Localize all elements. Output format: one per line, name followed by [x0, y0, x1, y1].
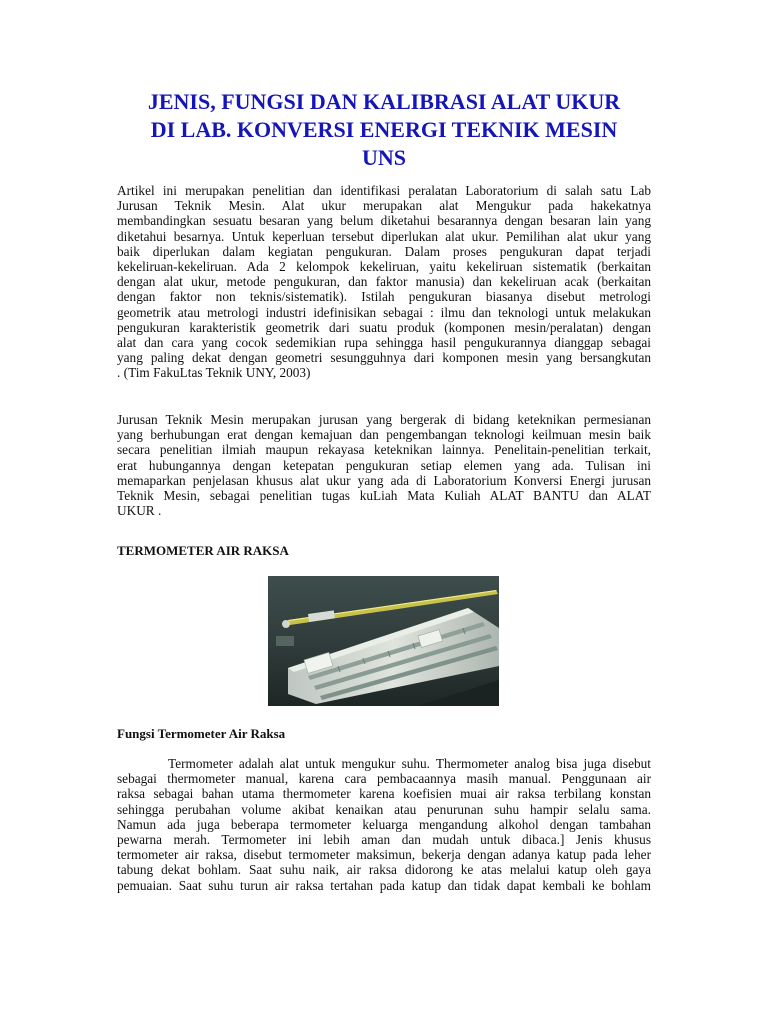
text-line: termometer air raksa, disebut termometer maksimun, bekerja dengan adanya katup pada leher [117, 847, 651, 863]
text-line: membandingkan sesuatu besaran yang belum diketahui besarannya dengan besaran lain yang [117, 213, 651, 229]
text-line: yang paling dekat dengan geometri sesungguhnya dari komponen mesin yang bersangkutan [117, 350, 651, 366]
text-line: raksa sebagai bahan utama thermometer karena koefisien muai air raksa terbilang konstan [117, 786, 651, 802]
text-line: secara penelitian ilmiah maupun rekayasa keteknikan lainnya. Penelitain-penelitian terkait, [117, 442, 651, 458]
text-line: Jurusan Teknik Mesin merupakan jurusan yang bergerak di bidang keteknikan permesianan [117, 412, 651, 427]
text-line: erat hubungannya dengan ketepatan pengukuran setiap elemen yang ada. Tulisan ini [117, 457, 651, 473]
text-line: Jurusan Teknik Mesin. Alat ukur merupakan alat Mengukur pada hakekatnya [117, 198, 651, 214]
text-line: Artikel ini merupakan penelitian dan identifikasi peralatan Laboratorium di salah satu Lab [117, 183, 651, 198]
section-heading-function: Fungsi Termometer Air Raksa [117, 726, 286, 741]
text-line: Teknik Mesin, sebagai penelitian tugas kuLiah Mata Kuliah ALAT BANTU dan ALAT [117, 488, 651, 504]
text-line: pewarna merah. Termometer ini lebih aman dan mudah untuk dibaca.] Jenis khusus [117, 832, 651, 848]
text-line: alat dan cara yang cocok sedemikian rupa sehingga hasil pengukurannya dianggap sebagai [117, 335, 651, 351]
text-line: Termometer adalah alat untuk mengukur suhu. Thermometer analog bisa juga disebut [168, 756, 651, 771]
text-line: dengan faktor non teknis/sistematik). Istilah pengukuran biasanya disebut metrologi [117, 289, 651, 305]
text-line: memaparkan penjelasan khusus alat ukur yang ada di Laboratorium Konversi Energi jurusan [117, 472, 651, 488]
text-line: pengukuran karakteristik geometrik dari suatu produk (komponen mesin/peralatan) dengan [117, 319, 651, 335]
text-line: yang berhubungan erat dengan kemajuan dan pengembangan teknologi keilmuan mesin baik [117, 427, 651, 443]
text-line: sehingga perubahan volume akibat kenaikan atau penurunan suhu hampir selalu sama. [117, 801, 651, 817]
text-line: diketahui besarnya. Untuk keperluan tersebut diperlukan alat ukur. Pemilihan alat ukur yang [117, 228, 651, 244]
intro-paragraph [117, 183, 651, 381]
text-line: UKUR . [117, 503, 162, 519]
second-paragraph [117, 412, 651, 518]
title-line: JENIS, FUNGSI DAN KALIBRASI ALAT UKUR [147, 89, 621, 114]
title-line: DI LAB. KONVERSI ENERGI TEKNIK MESIN [150, 117, 618, 142]
text-line: geometrik atau metrologi industri idefinisikan sebagai : ilmu dan teknologi untuk melakukan [117, 304, 651, 320]
text-line: baik diperlukan dalam kegiatan pengukuran. Dalam proses pengukuran dapat terjadi [117, 243, 651, 259]
function-paragraph [117, 756, 651, 893]
text-line: sebagai thermometer manual, karena cara pembacaannya masih manual. Penggunaan air [117, 771, 651, 787]
text-line: kekeliruan-kekeliruan. Ada 2 kelompok kekeliruan, yaitu kekeliruan sistematik (berkaitan [117, 259, 651, 275]
text-line: tabung dekat bohlam. Saat suhu naik, air raksa didorong ke atas melalui katup oleh gaya [117, 862, 651, 878]
section-heading-thermometer: TERMOMETER AIR RAKSA [117, 543, 289, 558]
text-line: Namun ada juga beberapa termometer keluarga mengandung alkohol dengan tambahan [117, 816, 651, 832]
text-line: pemuaian. Saat suhu turun air raksa tertahan pada katup dan tidak dapat kembali ke bohlam [117, 877, 651, 893]
text-line: . (Tim FakuLtas Teknik UNY, 2003) [117, 365, 311, 381]
thermometer-photo [268, 576, 499, 706]
title-line: UNS [361, 145, 406, 170]
document-title [110, 88, 658, 172]
text-line: dengan alat ukur, metode pengukuran, dan faktor manusia) dan kekeliruan acak (berkaitan [117, 274, 651, 290]
